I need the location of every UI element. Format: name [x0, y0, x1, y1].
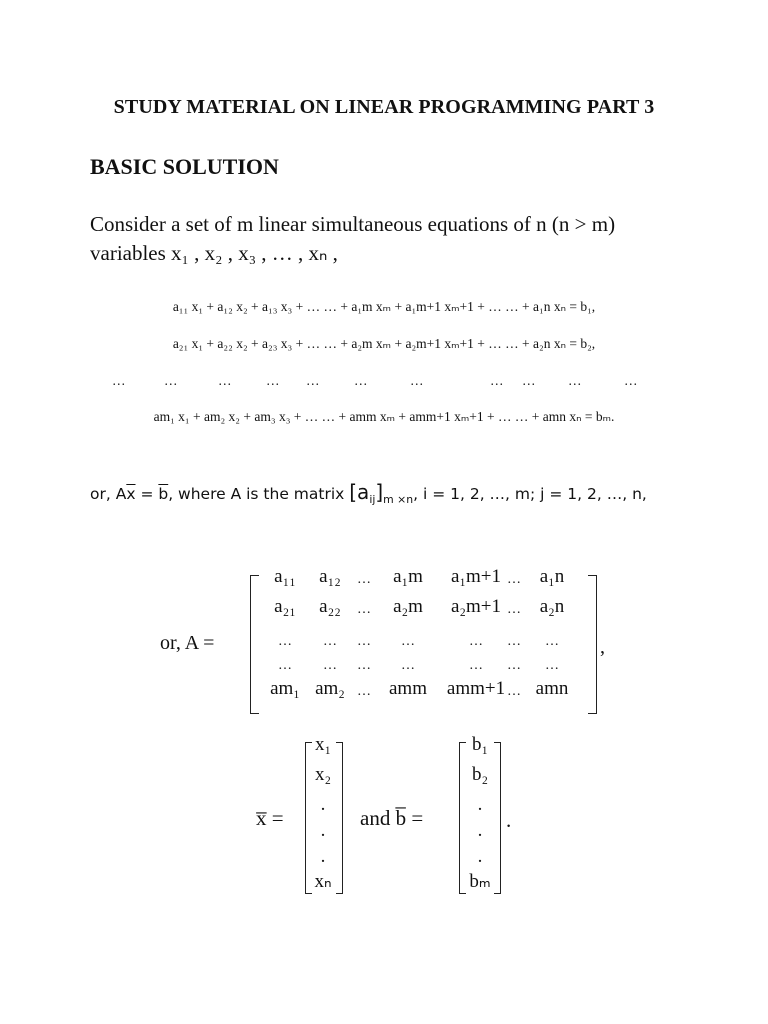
matrix-a-comma: , [600, 636, 605, 658]
ellipsis: … [218, 373, 232, 388]
matrix-a-entry: … [401, 658, 415, 673]
equation-m: am₁ x₁ + am₂ x₂ + am₃ x₃ + … … + amm xₘ + amm+1 xₘ+1 + … … + amn xₙ = bₘ. [153, 409, 615, 424]
matrix-a-entry: a₂m+1 [450, 596, 502, 617]
x-vector-entry: . [320, 794, 326, 815]
matrix-a-entry: … [357, 602, 371, 617]
matrix-a-entry: am₁ [270, 678, 300, 699]
x-vector-left-bracket [305, 742, 312, 894]
intro-prefix: variables [90, 241, 172, 265]
matrix-dimensions: m ×n [383, 492, 414, 506]
x-bar-symbol: $\overline{x}$ [126, 485, 136, 503]
matrix-statement [90, 480, 647, 504]
matrix-a-left-bracket [250, 575, 259, 714]
ellipsis: … [410, 373, 424, 388]
matrix-a-entry: am₂ [315, 678, 345, 699]
matrix-a-entry: … [278, 658, 292, 673]
matrix-a-entry: a₁m+1 [450, 566, 502, 587]
matrix-a-entry: a₂₁ [274, 596, 296, 617]
matrix-a-entry: … [357, 572, 371, 587]
ellipsis: … [306, 373, 320, 388]
matrix-a-entry: … [507, 602, 521, 617]
vectors-period: . [506, 808, 512, 832]
statement-prefix: or, A [90, 485, 127, 503]
section-heading: BASIC SOLUTION [90, 154, 279, 179]
document-title: STUDY MATERIAL ON LINEAR PROGRAMMING PART 3 [113, 96, 655, 118]
intro-variables: x₁ , x₂ , x₃ , … , xₙ , [171, 241, 338, 265]
x-vector-entry: xₙ [314, 871, 332, 892]
ellipsis: … [490, 373, 504, 388]
intro-line-1: Consider a set of m linear simultaneous equations of n (n > m) [90, 212, 616, 236]
matrix-a-right-bracket [588, 575, 597, 714]
matrix-a-entry: a₂₂ [319, 596, 341, 617]
equation-1: a₁₁ x₁ + a₁₂ x₂ + a₁₃ x₃ + … … + a₁m xₘ + a₁m+1 xₘ+1 + … … + a₁n xₙ = b₁, [172, 299, 596, 314]
x-vector-right-bracket [336, 742, 343, 894]
b-vector-entry: b₁ [471, 734, 489, 755]
x-vector-label: x̅ = [256, 806, 284, 830]
matrix-a-entry: … [507, 634, 521, 649]
ellipsis: … [624, 373, 638, 388]
b-bar-symbol: $\overline{b}$ [158, 485, 169, 503]
statement-middle: , where A is the matrix [168, 485, 350, 503]
matrix-a-entry: … [545, 634, 559, 649]
ellipsis: … [266, 373, 280, 388]
and-b-label: and b̅ = [360, 806, 424, 830]
matrix-a-entry: … [278, 634, 292, 649]
intro-line-2 [90, 241, 338, 266]
matrix-a-entry: … [357, 658, 371, 673]
matrix-a-label: or, A = [160, 632, 215, 654]
matrix-a-entry: … [507, 572, 521, 587]
aij-close: ] [375, 480, 384, 504]
b-vector-left-bracket [459, 742, 466, 894]
x-vector-entry: . [320, 820, 326, 841]
matrix-a-entry: … [507, 684, 521, 699]
matrix-a-entry: … [545, 658, 559, 673]
b-vector-right-bracket [494, 742, 501, 894]
matrix-a-entry: a₁m [393, 566, 423, 587]
matrix-a-entry: a₂m [393, 596, 423, 617]
aij-subscript: ij [369, 492, 376, 506]
ellipsis: … [112, 373, 126, 388]
matrix-a-entry: amm+1 [446, 678, 506, 699]
aij-open: [a [349, 480, 370, 504]
b-vector-entry: bₘ [469, 871, 491, 892]
equation-dots-row [0, 373, 768, 393]
b-vector-entry: b₂ [471, 764, 489, 785]
matrix-a-entry: … [469, 658, 483, 673]
matrix-a-entry: a₁₁ [274, 566, 296, 587]
ellipsis: … [164, 373, 178, 388]
x-vector-entry: . [320, 846, 326, 867]
matrix-a-entry: … [323, 658, 337, 673]
statement-suffix: , i = 1, 2, …, m; j = 1, 2, …, n, [413, 485, 647, 503]
matrix-a-entry: … [357, 684, 371, 699]
ellipsis: … [354, 373, 368, 388]
matrix-a-entry: … [401, 634, 415, 649]
matrix-a-entry: a₁₂ [319, 566, 341, 587]
b-vector-entry: . [477, 846, 483, 867]
matrix-a-entry: a₂n [539, 596, 565, 617]
matrix-a-entry: amm [389, 678, 427, 699]
matrix-a-entry: … [323, 634, 337, 649]
x-vector-entry: x₂ [314, 764, 332, 785]
b-vector-entry: . [477, 820, 483, 841]
x-vector-entry: x₁ [314, 734, 332, 755]
matrix-a-entry: … [469, 634, 483, 649]
matrix-a-entry: a₁n [539, 566, 565, 587]
equation-2: a₂₁ x₁ + a₂₂ x₂ + a₂₃ x₃ + … … + a₂m xₘ + a₂m+1 xₘ+1 + … … + a₂n xₙ = b₂, [172, 336, 596, 351]
ellipsis: … [568, 373, 582, 388]
ellipsis: … [522, 373, 536, 388]
matrix-a-entry: … [507, 658, 521, 673]
matrix-a-entry: … [357, 634, 371, 649]
b-vector-entry: . [477, 794, 483, 815]
equals-sign: = [135, 485, 159, 503]
matrix-a-entry: amn [535, 678, 569, 699]
